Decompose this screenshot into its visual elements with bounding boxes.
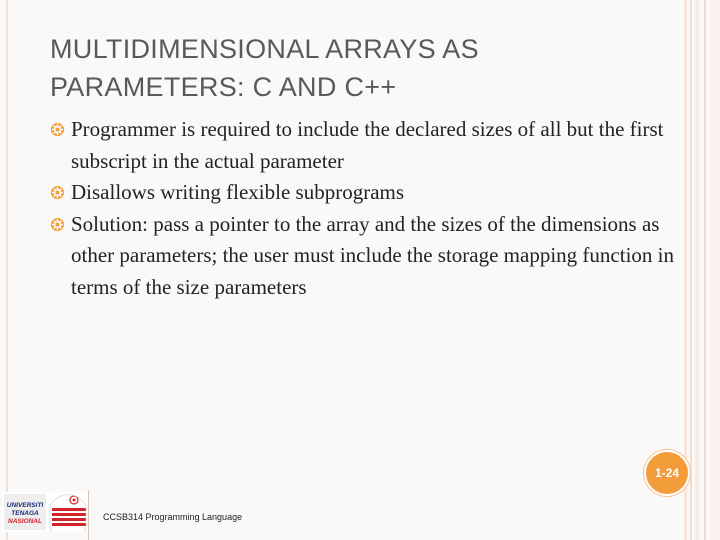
slide-title: MULTIDIMENSIONAL ARRAYS AS PARAMETERS: C AND C++	[50, 34, 479, 102]
page-number-badge: 1-24	[644, 450, 690, 496]
university-logo	[2, 492, 88, 532]
bullet-item	[50, 209, 680, 304]
logo-text-line1: UNIVERSITI	[6, 502, 44, 509]
bullet-text: Programmer is required to include the declared sizes of all but the first subscript in the actual parameter	[71, 117, 664, 173]
left-border-decoration	[6, 0, 8, 540]
gear-bullet-icon	[50, 185, 65, 200]
right-stripe-decoration	[680, 0, 720, 540]
bullet-text: Disallows writing flexible subprograms	[71, 180, 405, 204]
logo-text-line2: TENAGA	[11, 510, 39, 517]
gear-bullet-icon	[50, 217, 65, 232]
footer-course-name: CCSB314 Programming Language	[103, 512, 243, 522]
gear-bullet-icon	[50, 122, 65, 137]
bullet-item	[50, 177, 680, 209]
bullet-text: Solution: pass a pointer to the array and the sizes of the dimensions as other parameters; the user must include the storage mapping function in terms of the size parameters	[71, 211, 674, 299]
logo-text-line3: NASIONAL	[8, 518, 42, 525]
bullet-item	[50, 114, 680, 177]
footer-divider	[88, 490, 89, 540]
bullet-list	[50, 114, 680, 303]
